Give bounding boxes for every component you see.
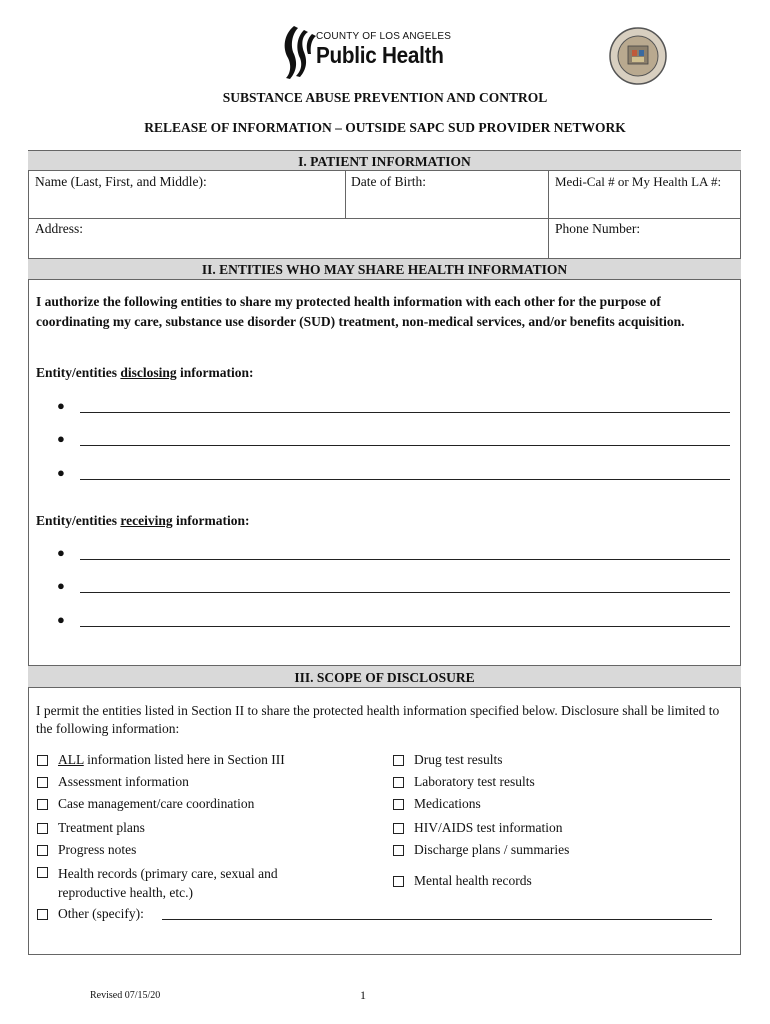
checkbox-icon[interactable] [37,823,48,834]
checkbox-all-label [58,752,285,768]
receiving-heading-pre: Entity/entities [36,513,121,528]
bullet-icon: ● [57,431,65,446]
health-records-line-2: reproductive health, etc.) [58,885,193,900]
checkbox-laboratory-test[interactable] [393,774,535,790]
checkbox-hiv-aids[interactable] [393,820,562,836]
checkbox-label: Treatment plans [58,820,145,835]
checkbox-icon[interactable] [393,755,404,766]
disclosing-entity-line-3[interactable] [80,479,730,480]
receiving-entity-line-3[interactable] [80,626,730,627]
checkbox-label: Case management/care coordination [58,796,255,811]
section-2-heading: II. ENTITIES WHO MAY SHARE HEALTH INFORMATION [28,258,741,280]
address-label: Address: [35,221,83,236]
logo-text-public-health: Public Health [316,42,444,68]
receiving-entity-line-2[interactable] [80,592,730,593]
medi-cal-label: Medi-Cal # or My Health LA #: [555,174,722,189]
checkbox-label: Other (specify): [58,906,144,921]
checkbox-icon[interactable] [37,799,48,810]
page-number: 1 [360,988,366,1002]
disclosing-entity-line-1[interactable] [80,412,730,413]
checkbox-label [58,864,278,902]
checkbox-label: Assessment information [58,774,189,789]
checkbox-label: Progress notes [58,842,137,857]
receiving-entity-line-1[interactable] [80,559,730,560]
checkbox-label: Medications [414,796,481,811]
checkbox-label: Mental health records [414,873,532,888]
checkbox-case-management[interactable] [37,796,254,812]
checkbox-label: Discharge plans / summaries [414,842,570,857]
bullet-icon: ● [57,465,65,480]
disclosing-heading-post: information: [176,365,254,380]
disclosing-entity-line-2[interactable] [80,445,730,446]
checkbox-icon[interactable] [37,909,48,920]
checkbox-drug-test[interactable] [393,752,503,768]
checkbox-discharge-plans[interactable] [393,842,569,858]
receiving-heading-post: information: [172,513,250,528]
checkbox-label: Drug test results [414,752,503,767]
revised-date: Revised 07/15/20 [90,990,161,1001]
disclosing-heading [36,365,254,381]
checkbox-icon[interactable] [37,867,48,878]
receiving-heading [36,513,249,529]
form-title: SUBSTANCE ABUSE PREVENTION AND CONTROL [222,90,548,105]
checkbox-all-information[interactable] [37,752,285,768]
divider [28,218,741,219]
disclosing-heading-word: disclosing [120,365,177,380]
bullet-icon: ● [57,612,65,627]
checkbox-icon[interactable] [393,876,404,887]
checkbox-icon[interactable] [393,777,404,788]
checkbox-medications[interactable] [393,796,481,812]
health-records-line-1: Health records (primary care, sexual and [58,866,278,881]
authorization-text: I authorize the following entities to share my protected health information with each other for the purpose of coordinating my care, substance use disorder (SUD) treatment, non-medical services, and/or benefits acquisition. [36,294,685,329]
checkbox-all-word: ALL [58,752,84,767]
other-specify-line[interactable] [162,919,712,920]
checkbox-icon[interactable] [393,845,404,856]
checkbox-label: Laboratory test results [414,774,535,789]
date-of-birth-label: Date of Birth: [351,174,426,189]
public-health-logo [278,24,318,80]
checkbox-other[interactable] [37,906,144,922]
checkbox-icon[interactable] [37,755,48,766]
checkbox-health-records[interactable] [37,864,278,902]
section-1-heading: I. PATIENT INFORMATION [28,150,741,171]
checkbox-treatment-plans[interactable] [37,820,145,836]
bullet-icon: ● [57,398,65,413]
checkbox-icon[interactable] [37,845,48,856]
checkbox-icon[interactable] [37,777,48,788]
disclosing-heading-pre: Entity/entities [36,365,121,380]
checkbox-icon[interactable] [393,799,404,810]
checkbox-mental-health[interactable] [393,873,532,889]
checkbox-assessment[interactable] [37,774,189,790]
checkbox-label: HIV/AIDS test information [414,820,563,835]
checkbox-progress-notes[interactable] [37,842,136,858]
scope-intro-text: I permit the entities listed in Section II to share the protected health information specified below. Disclosure shall be limited to the following information: [36,703,720,736]
phone-number-label: Phone Number: [555,221,641,236]
bullet-icon: ● [57,545,65,560]
checkbox-icon[interactable] [393,823,404,834]
section-3-heading: III. SCOPE OF DISCLOSURE [28,665,741,688]
checkbox-all-rest: information listed here in Section III [83,752,285,767]
bullet-icon: ● [57,578,65,593]
form-subtitle: RELEASE OF INFORMATION – OUTSIDE SAPC SUD PROVIDER NETWORK [144,120,626,135]
divider [548,171,549,258]
logo-text-county: COUNTY OF LOS ANGELES [316,31,452,42]
patient-name-label: Name (Last, First, and Middle): [35,174,207,189]
county-seal-icon [608,26,668,86]
receiving-heading-word: receiving [120,513,173,528]
